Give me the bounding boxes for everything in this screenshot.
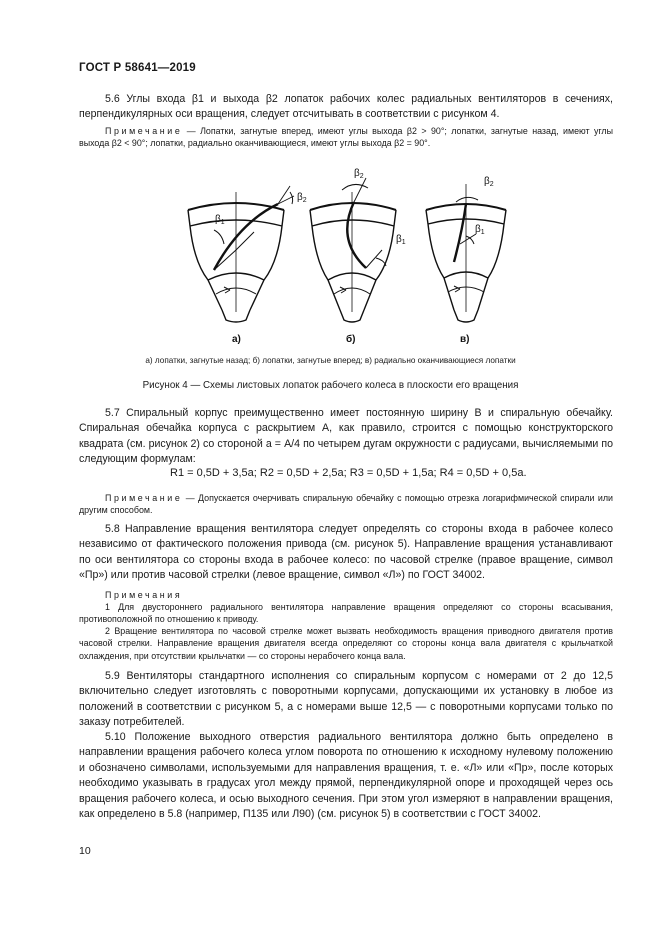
beta2-label-b: $\beta_2$	[354, 168, 364, 180]
note-5-7	[79, 492, 613, 517]
notes-label: Примечания	[105, 590, 183, 600]
section-5-6: 5.6 Углы входа β1 и выхода β2 лопаток рабочих колес радиальных вентиляторов в сечениях, перпендикулярных оси вращения, следует отсчитывать в соответствии с рисунком 4.	[79, 93, 613, 121]
figure-caption: Рисунок 4 — Схемы листовых лопаток рабочего колеса в плоскости его вращения	[142, 380, 519, 391]
beta1-label-c: $\beta_1$	[475, 224, 485, 236]
document-header: ГОСТ Р 58641—2019	[79, 62, 196, 74]
beta1-label-a: $\beta_1$	[215, 214, 225, 226]
note-text: — Лопатки, загнутые вперед, имеют углы выхода β2 > 90°; лопатки, загнутые назад, имеют углы выхода β2 < 90°; лопатки, радиально оканчивающиеся, имеют углы выхода β2 = 90°.	[79, 126, 613, 149]
note-5-6	[79, 125, 613, 150]
radius-formula: R1 = 0,5D + 3,5a; R2 = 0,5D + 2,5a; R3 = 0,5D + 1,5a; R4 = 0,5D + 0,5a.	[170, 467, 527, 479]
beta2-label-c: $\beta_2$	[484, 176, 494, 188]
section-5-10: 5.10 Положение выходного отверстия радиального вентилятора должно быть определено в направлении вращения рабочего колеса углом поворота по отношению к исходному нулевому положению и обозначено символами, используемыми для направления вращения, т. е. «Л» или «Пр», после которых необходимо указывать в градусах угол между прямой, перпендикулярной опоре и проходящей через ось вращения рабочего колеса, и осью выходного сечения. При этом угол измеряют в направлении вращения, как определено в 5.8 (например, П135 или Л90) (см. рисунок 5) в соответствии с ГОСТ 34002.	[79, 731, 613, 821]
page-number: 10	[79, 845, 91, 857]
figure-label-b: б)	[346, 334, 356, 345]
impeller-b-diagram	[310, 178, 396, 322]
section-5-7: 5.7 Спиральный корпус преимущественно имеет постоянную ширину В и спиральную обечайку. Спиральная обечайка корпуса с раскрытием А, как правило, строится с помощью конструкторского квадрата (см. рисунок 2) со стороной а = А/4 по четырем дугам окружности с радиусами, вычисляемыми по следующим формулам:	[79, 407, 613, 466]
note-5-8-2: 2 Вращение вентилятора по часовой стрелке может вызвать необходимость вращения приводного двигателя против часовой стрелки. Направление вращения двигателя всегда определяют со стороны конца вала двигателя с крыльчаткой охлаждения, при отсутствии крыльчатки — со стороны нерабочего конца вала.	[79, 626, 613, 661]
beta1-label-b: $\beta_1$	[396, 234, 406, 246]
note-label: Примечание	[105, 126, 183, 136]
figure-4-diagram	[170, 162, 510, 352]
figure-label-c: в)	[460, 334, 470, 345]
note-5-8-1: 1 Для двустороннего радиального вентилятора направление вращения определяют со стороны всасывания, противоположной по отношению к приводу.	[79, 602, 613, 625]
impeller-c-diagram	[426, 184, 506, 322]
note-text: — Допускается очерчивать спиральную обечайку с помощью отрезка логарифмической спирали или другим способом.	[79, 493, 613, 516]
figure-label-a: а)	[232, 334, 241, 345]
section-5-9: 5.9 Вентиляторы стандартного исполнения со спиральным корпусом с номерами от 2 до 12,5 включительно следует изготовлять с поворотными корпусами, допускающими их установку в любое из положений в соответствии с рисунком 5, а с номерами выше 12,5 — с поворотными корпусами только по заказу потребителей.	[79, 670, 613, 729]
figure-subcaption: а) лопатки, загнутые назад; б) лопатки, загнутые вперед; в) радиально оканчивающиеся лопатки	[145, 356, 516, 365]
note-label: Примечание	[105, 493, 183, 503]
beta2-label-a: $\beta_2$	[297, 192, 307, 204]
section-5-8: 5.8 Направление вращения вентилятора следует определять со стороны входа в рабочее колесо независимо от фактического положения привода (см. рисунок 5). Направление вращения устанавливают по оси вентилятора со стороны входа в рабочее колесо: по часовой стрелке (правое вращение, символ «Пр») или против часовой стрелки (левое вращение, символ «Л») по ГОСТ 34002.	[79, 523, 613, 582]
impeller-a-diagram	[188, 186, 294, 322]
